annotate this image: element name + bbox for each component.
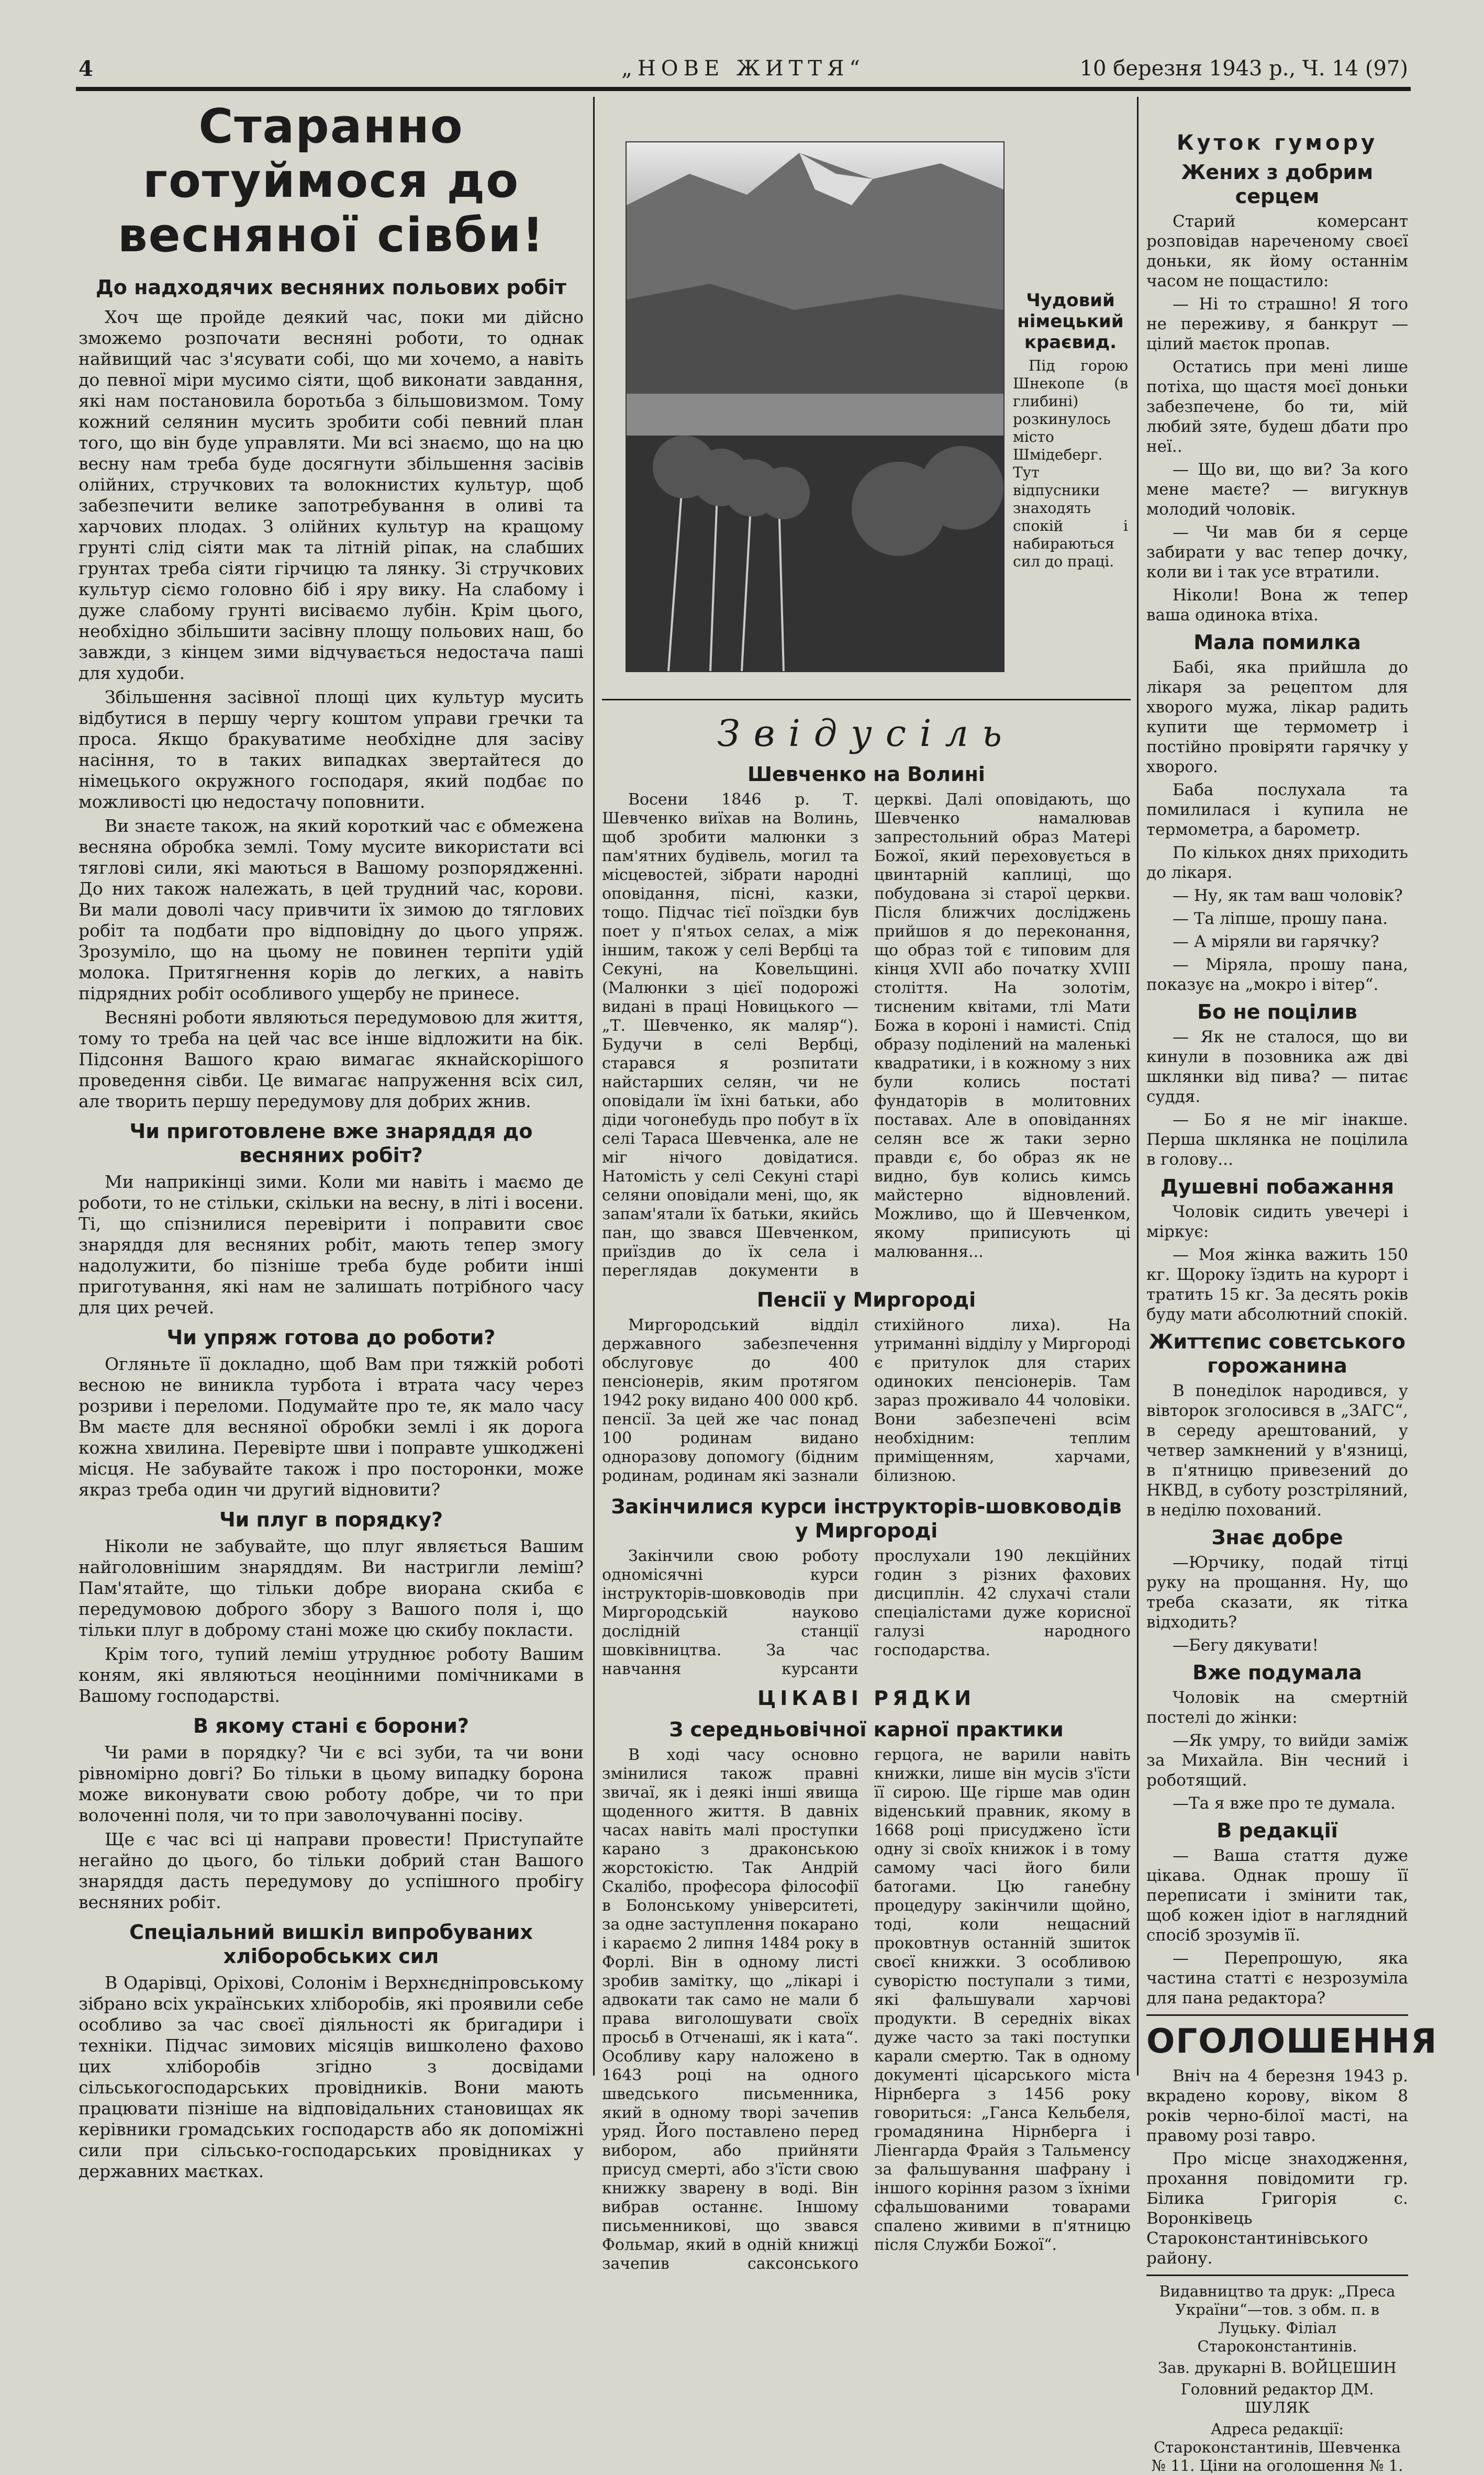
joke-text: —Юрчику, подай тітці руку на прощання. Ну, що треба сказати, як тітка відходить? <box>1146 1553 1408 1632</box>
section-heading: Чи приготовлене вже знаряддя до весняних робіт? <box>129 1120 533 1167</box>
section-text: В Одарівці, Оріхові, Солонім і Верхнєдніпровському зібрано всіх українських хліборобів, які проявили себе особливо за час своєї діяльності як бригадири і техніки. Підчас зимових місяців вишколено фахово цих хліборобів згідно з досвідами сільськогосподарських провідників. Вони мають працювати пізніше на відповідальних становищах як керівники громадських господарств або як допоміжні сили при сільсько-господарських провідниках у державних маєтках. <box>79 1972 584 2181</box>
joke-text: Остатись при мені лише потіха, що щастя моєї доньки забезпечене, бо ти, мій любий зяте, будеш дбати про неї.. <box>1146 358 1408 456</box>
joke-text: В понеділок народився, у вівторок зголосився в „ЗАГС“, в середу арештований, у четвер замкнений у в'язниці, в п'ятницю привезений до НКВД, в суботу розстріляний, в неділю похований. <box>1146 1381 1408 1520</box>
newspaper-name: „НОВЕ ЖИТТЯ“ <box>621 57 865 81</box>
joke-text: Старий комерсант розповідав нареченому своєї доньки, як йому останнім часом не пощастило: <box>1146 212 1408 291</box>
joke-title: Вже подумала <box>1192 1661 1362 1684</box>
lead-paragraph: Збільшення засівної площі цих культур мусить відбутися в першу чергу коштом управи гречки та проса. Якщо бракуватиме необхідне для засіву насіння, то в таких випадках звертайтеся до німецького окружного господаря, який подбає по можливості цю недостачу поповнити. <box>79 687 584 812</box>
imprint <box>1146 2282 1408 2475</box>
joke-title: Життєпис совєтського горожанина <box>1149 1330 1405 1377</box>
lead-subtitle: До надходячих весняних польових робіт <box>95 276 567 299</box>
imprint-line: Видавництво та друк: „Преса України“—тов. з обм. п. в Луцьку. Філіал Староконстантинів. <box>1159 2282 1396 2355</box>
section-heading: В якому стані є борони? <box>193 1714 469 1737</box>
lead-paragraph: Хоч ще пройде деякий час, поки ми дійсно зможемо розпочати весняні роботи, то однак найвищий час з'ясувати собі, що ми хочемо, а навіть до певної міри мусимо сіяти, щоб виконати завдання, які нам постановила боротьба з більшовизмом. Тому кожний селянин мусить зробити собі певний план того, що він буде управляти. Ми всі знаємо, що на цю весну нам треба буде досягнути збільшення засівів олійних, стручкових та волокнистих культур, щоб забезпечити велике запотребування в оливі та харчових плодах. З олійних культур на кращому грунті слід сіяти мак та літній ріпак, на слабших грунтах треба сіяти гірчицю та лянку. Зі стручкових культур сіємо головно біб і яру вику. На слабому і дуже слабому грунті висіваємо лубін. Крім цього, необхідно збільшити засівну площу польових наш, бо завжди, з кінцем зими відчувається недостача паші для худоби. <box>79 307 584 683</box>
section-text: Ніколи не забувайте, що плуг являється Вашим найголовнішим знаряддям. Ви настригли леміш? Пам'ятайте, що тільки добре виорана скиба є передумовою доброго збору з Вашого поля і, що тільки плуг в доброму стані може цю скибу покласти. <box>79 1536 584 1640</box>
humor-column <box>1146 126 1438 2474</box>
photo-caption-title: Чудовий німецький краєвид. <box>1017 290 1124 353</box>
section-text: Крім того, тупий леміш утруднює роботу Вашим коням, які являються неоцінними помічниками в Вашому господарстві. <box>79 1644 584 1706</box>
joke-title: Жених з добрим серцем <box>1181 161 1374 208</box>
joke-text: — Та ліпше, прошу пана. <box>1173 909 1388 928</box>
joke-text: — Що ви, що ви? За кого мене маєте? — вигукнув молодий чоловік. <box>1146 460 1408 519</box>
article-title: Закінчилися курси інструкторів-шовководів у Миргороді <box>611 1495 1122 1542</box>
joke-text: —Бегу дякувати! <box>1173 1636 1319 1655</box>
joke-title: Мала помилка <box>1193 631 1361 654</box>
issue-date: 10 березня 1943 р., Ч. 14 (97) <box>1079 57 1408 81</box>
article-title: Пенсії у Миргороді <box>756 1288 976 1311</box>
joke-title: Душевні побажання <box>1160 1175 1394 1198</box>
article-title: З середньовічної карної практики <box>669 1718 1064 1741</box>
landscape-photo <box>626 141 1005 672</box>
joke-title: Знає добре <box>1211 1526 1343 1549</box>
joke-text: — Міряла, прошу пана, показує на „мокро і вітер“. <box>1146 955 1408 994</box>
imprint-line: Головний редактор ДМ. ШУЛЯК <box>1180 2380 1374 2416</box>
joke-title: Бо не поцілив <box>1197 1000 1357 1023</box>
joke-text: Ніколи! Вона ж тепер ваша одинока втіха. <box>1146 586 1408 625</box>
announcements-title: ОГОЛОШЕННЯ <box>1146 2022 1438 2061</box>
joke-text: — Моя жінка важить 150 кг. Щороку їздить на курорт і тратить 15 кг. За десять років буду мати абсолютний спокій. <box>1146 1245 1408 1324</box>
article-body <box>602 1316 1131 1487</box>
article-title: Шевченко на Волині <box>747 763 985 786</box>
joke-text: — Ну, як там ваш чоловік? <box>1173 886 1403 905</box>
humor-title: Куток гумору <box>1176 131 1378 155</box>
joke-text: Чоловік сидить увечері і міркує: <box>1146 1202 1408 1241</box>
joke-title: В редакції <box>1217 1819 1338 1842</box>
joke-text: По кількох днях приходить до лікаря. <box>1146 843 1408 882</box>
joke-text: — А міряли ви гарячку? <box>1173 932 1379 951</box>
joke-text: — Бо я не міг інакше. Перша шклянка не поцілила в голову... <box>1146 1110 1408 1169</box>
article-text: Закінчили свою роботу одномісячні курси інструкторів-шовководів при Миргородській науково дослідній станції шовківництва. За час навчання курсанти прослухали 190 лекційних годин з різних фахових дисциплін. 42 слухачі стали спеціалістами дуже корисної галузі народного господарства. <box>602 1547 1131 1678</box>
announcement-text: Про місце знаходження, прохання повідомити гр. Білика Григорія с. Воронківець Староконстантинівського району. <box>1146 2149 1408 2268</box>
article-body <box>602 790 1131 1280</box>
news-column <box>602 712 1131 2273</box>
photo-caption-text: Під горою Шнекопе (в глибині) розкинулось місто Шмідеберг. Тут відпусники знаходять спокій і набираються сил до праці. <box>1013 357 1128 570</box>
article-text: В ході часу основно змінилися також правні звичаї, як і деякі інші явища щоденного життя. В давніх часах навіть малі проступки карано з драконською жорстокістю. Так Андрій Скалібо, професора філософії в Болонському університеті, за одне заступлення покарано і караємо 2 липня 1484 року в Форлі. Він в одному листі зробив замітку, що „лікарі і адвокати так само не мали б права виголошувати своїх просьб в Отченаші, як і ката“. Особливу кару наложено в 1643 році на одного шведського письменника, який в одному творі зачепив уряд. Його поставлено перед вибором, або прийняти присуд смерті, або з'їсти свою книжку зварену в воді. Він вибрав останнє. Іншому письменникові, що звався Фольмар, який в одній книжці зачепив саксонського герцога, не варили навіть книжки, лише він мусів з'їсти її сирою. Ще гірше мав один віденський правник, якому в 1668 році присуджено їсти одну зі своїх книжок і в тому самому часі його били батогами. Цю ганебну процедуру закінчили щойно, тоді, коли нещасний проковтнув останній зшиток своєї книжки. З особливою суворістю поступали з тими, які фальшували харчові продукти. В середніх віках дуже часто за такі поступки карали смертю. Так в одному документі цісарського міста Нірнберга з 1456 року говориться: „Ганса Кельбеля, громадянина Нірнберга і Ліенгарда Фрайя з Тальменсу за фальшування шафрану і іншого коріння разом з їхніми сфальшованими товарами спалено живими в п'ятницю після Служби Божої“. <box>602 1746 1131 2273</box>
curious-lines-title: ЦІКАВІ РЯДКИ <box>757 1687 975 1710</box>
joke-text: — Ні то страшно! Я того не переживу, я банкрут — цілий маєток пропав. <box>1146 295 1408 353</box>
landscape-illustration <box>627 142 1003 671</box>
joke-text: Чоловік на смертній постелі до жінки: <box>1146 1688 1408 1727</box>
article-text: Восени 1846 р. Т. Шевченко виїхав на Волинь, щоб зробити малюнки з пам'ятних будівель, могил та місцевостей, зібрати народні оповідання, пісні, казки, тощо. Підчас тієї поїздки був поет у п'ятьох селах, а між іншим, також у селі Вербці та Секуні, на Ковельщині. (Малюнки з цієї подорожі видані в праці Новицького — „Т. Шевченко, як маляр“). Будучи в селі Вербці, старався я розпитати найстарших селян, чи не оповідали їм їхні батьки, або діди чогонебудь про побут в їх селі Тараса Шевченка, але не міг нічого довідатися. Натомість у селі Секуні старі селяни оповідали мені, що, як запам'ятали їх батьки, якийсь пан, що звався Шевченком, приїздив до їх села і переглядав документи в церкві. Далі оповідають, що Шевченко намалював запрестольний образ Матері Божої, який переховується в цвинтарній каплиці, що побудована зі старої церкви. Після ближчих досліджень прийшов я до переконання, що образ той є типовим для кінця XVII або початку XVIII століття. На золотім, тисненим квітами, тлі Мати Божа в короні і намисті. Спід образу поділений на маленькі квадратики, і в кожному з них були колись постаті фундаторів в молитовних поставах. Але в оповіданнях селян все ж таки зерно правди є, бо образ як не видно, був колись кимсь майстерно відновлений. Можливо, що й Шевченком, якому приписують ці малювання... <box>602 790 1131 1280</box>
lead-paragraph: Весняні роботи являються передумовою для життя, тому то треба на цей час все інше відложити на бік. Підсоння Вашого краю вимагає якнайскорішого проведення сівби. Це вимагає напруження всіх сил, але творить першу передумову для добрих жнив. <box>79 1007 584 1111</box>
imprint-line: Адреса редакції: Староконстантинів, Шевченка № 11. Ціни на оголошення № 1. <box>1151 2420 1403 2474</box>
section-text: Ще є час всі ці направи провести! Приступайте негайно до цього, бо тільки добрий стан Вашого знаряддя дасть передумову до успішного пробігу весняних робіт. <box>79 1829 584 1912</box>
section-heading: Чи плуг в порядку? <box>219 1508 443 1531</box>
section-heading: Чи упряж готова до роботи? <box>166 1326 496 1349</box>
section-text: Ми наприкінці зими. Коли ми навіть і маємо де роботи, то не стільки, скільки на весну, в літі і восени. Ті, що спізнилися перевірити і поправити своє знаряддя для весняних робіт, мають тепер змогу надолужити, бо пізніше треба буде робити інші приготування, які нам не залишать потрібного часу для цих речей. <box>79 1172 584 1318</box>
section-heading: Спеціальний вишкіл випробуваних хліборобських сил <box>129 1921 533 1968</box>
joke-text: Баба послухала та помилилася і купила не термометра, а барометр. <box>1146 781 1408 839</box>
imprint-line: Зав. друкарні В. ВОЙЦЕШИН <box>1158 2359 1397 2377</box>
article-body <box>602 1746 1131 2273</box>
joke-text: —Як умру, то вийди заміж за Михайла. Він чесний і роботящий. <box>1146 1731 1408 1790</box>
divider-rule <box>602 699 1131 700</box>
divider-rule <box>1146 2014 1408 2016</box>
photo-caption <box>1013 283 1128 570</box>
page-number: 4 <box>79 57 93 81</box>
joke-text: — Ваша стаття дуже цікава. Однак прошу її переписати і змінити так, щоб кожен ідіот в наглядний спосіб зрозумів її. <box>1146 1846 1408 1945</box>
header-rule <box>76 87 1411 91</box>
lead-article-column <box>79 99 584 2181</box>
lead-title: Старанно готуймося до весняної сівби! <box>117 99 545 263</box>
joke-text: — Перепрошую, яка частина статті є незрозуміла для пана редактора? <box>1146 1949 1408 2008</box>
section-text: Чи рами в порядку? Чи є всі зуби, та чи вони рівномірно довгі? Бо тільки в цьому випадку борона може виконувати свою роботу добре, чи то при волоченні поля, чи то при заволочуванні посіву. <box>79 1742 584 1825</box>
joke-text: — Чи мав би я серце забирати у вас тепер дочку, коли ви і так усе втратили. <box>1146 523 1408 582</box>
column-divider-left <box>593 97 595 2076</box>
section-title-from-everywhere: Звідусіль <box>717 712 1016 755</box>
article-text: Миргородський відділ державного забезпечення обслуговує до 400 пенсіонерів, яким протягом 1942 року видано 400 000 крб. пенсії. За цей же час понад 100 родинам видано одноразову допомогу (бідним родинам, родинам які зазнали стихійного лиха). На утриманні відділу у Миргороді є притулок для старих одиноких пенсіонерів. Там зараз проживало 44 чоловіки. Вони забезпечені всім необхідним: теплим приміщенням, харчами, білизною. <box>602 1316 1131 1485</box>
section-text: Огляньте її докладно, щоб Вам при тяжкій роботі весною не виникла турбота і втрата часу через розриви і переломи. Подумайте про те, як мало часу Вм маєте для весняної обробки землі і як дорога кожна хвилина. Перевірте шви і поправте ушкоджені місця. Не забувайте також і про посторонки, може якраз треба один чи другий відновити? <box>79 1354 584 1500</box>
joke-text: —Та я вже про те думала. <box>1173 1794 1396 1813</box>
column-divider-right <box>1137 97 1139 2076</box>
announcement-text: Вніч на 4 березня 1943 р. вкрадено корову, віком 8 років черно-білої масті, на правому розі тавро. <box>1146 2067 1408 2145</box>
joke-text: — Як не сталося, що ви кинули в позовника аж дві шклянки від пива? — питає суддя. <box>1146 1028 1408 1106</box>
joke-text: Бабі, яка прийшла до лікаря за рецептом для хворого мужа, лікар радить купити ще термометр і постійно провіряти гарячку у хворого. <box>1146 658 1408 776</box>
lead-paragraph: Ви знаєте також, на який короткий час є обмежена весняна обробка землі. Тому мусите використати всі тяглові сили, які маються в Вашому розпорядженні. До них також належать, в цей трудний час, корови. Ви мали доволі часу привчити їх зимою до тяглових робіт та подбати про відповідну до цього упряж. Зрозуміло, що на цьому не повинен терпіти удій молока. Притягнення корів до легких, а навіть підрядних робіт особливого ущербу не принесе. <box>79 816 584 1004</box>
divider-rule <box>1146 2275 1408 2276</box>
article-body <box>602 1547 1131 1679</box>
